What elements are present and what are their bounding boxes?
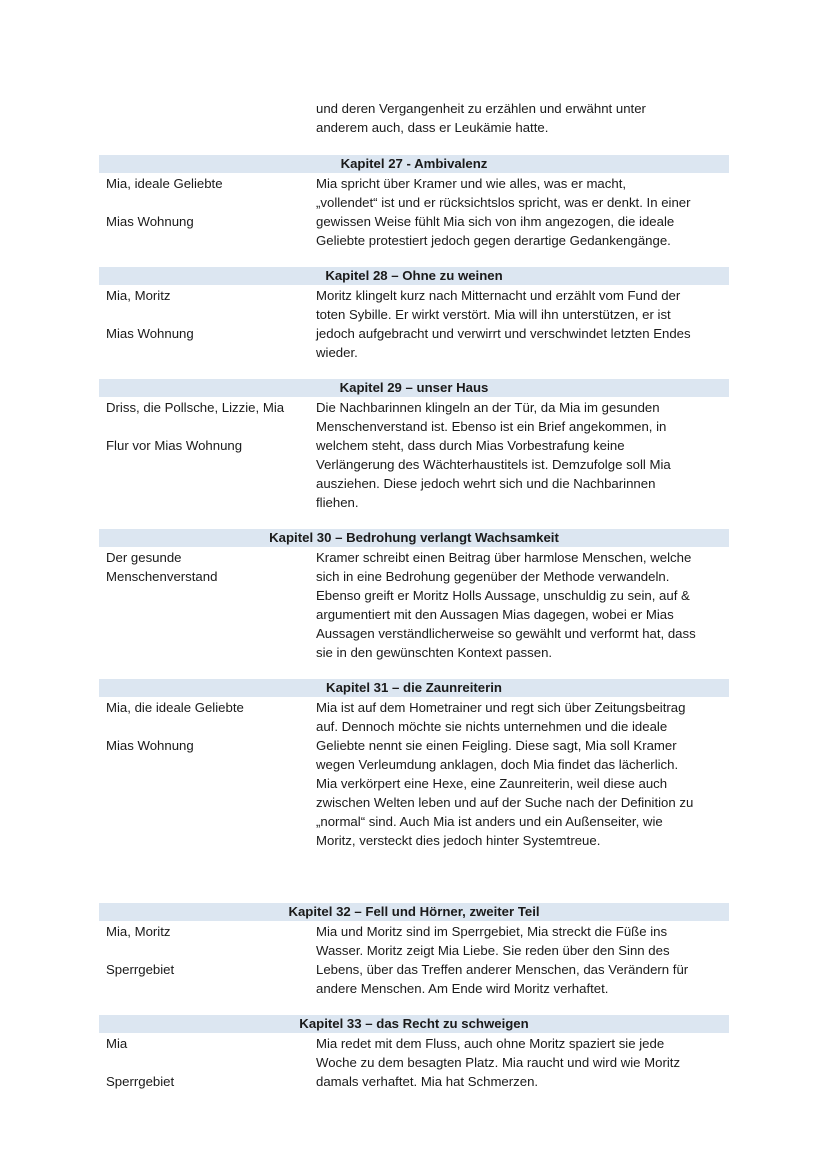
chapter-summary bbox=[316, 547, 726, 662]
chapter-header: Kapitel 31 – die Zaunreiterin bbox=[99, 679, 729, 697]
summary-line: welchem steht, dass durch Mias Vorbestrafung keine bbox=[316, 438, 625, 453]
summary-line: wegen Verleumdung anklagen, doch Mia findet das lächerlich. bbox=[316, 757, 679, 772]
chapter-meta bbox=[106, 398, 306, 455]
summary-line: damals verhaftet. Mia hat Schmerzen. bbox=[316, 1074, 539, 1089]
location: Sperrgebiet bbox=[106, 1074, 175, 1089]
chapter-header: Kapitel 33 – das Recht zu schweigen bbox=[99, 1015, 729, 1033]
summary-line: zwischen Welten leben und auf der Suche nach der Definition zu bbox=[316, 795, 694, 810]
summary-line: Geliebte nennt sie einen Feigling. Diese sagt, Mia soll Kramer bbox=[316, 738, 677, 753]
location: Flur vor Mias Wohnung bbox=[106, 438, 243, 453]
chapter-meta bbox=[106, 1034, 306, 1091]
summary-line: Mia redet mit dem Fluss, auch ohne Moritz spaziert sie jede bbox=[316, 1036, 665, 1051]
summary-line: toten Sybille. Er wirkt verstört. Mia will ihn unterstützen, er ist bbox=[316, 307, 671, 322]
chapter-summary bbox=[316, 697, 726, 850]
chapter-27 bbox=[99, 155, 729, 250]
characters: Mia, Moritz bbox=[106, 288, 171, 303]
characters: Mia, Moritz bbox=[106, 924, 171, 939]
summary-line: Ebenso greift er Moritz Holls Aussage, unschuldig zu sein, auf & bbox=[316, 588, 690, 603]
summary-line: Mia und Moritz sind im Sperrgebiet, Mia streckt die Füße ins bbox=[316, 924, 668, 939]
summary-line: Aussagen verständlicherweise so gewählt und verformt hat, dass bbox=[316, 626, 696, 641]
summary-line: Mia verkörpert eine Hexe, eine Zaunreiterin, weil diese auch bbox=[316, 776, 668, 791]
chapter-summary bbox=[316, 285, 726, 362]
location: Mias Wohnung bbox=[106, 326, 194, 341]
summary-line: Kramer schreibt einen Beitrag über harmlose Menschen, welche bbox=[316, 550, 692, 565]
summary-line: Menschenverstand ist. Ebenso ist ein Brief angekommen, in bbox=[316, 419, 667, 434]
summary-line: Geliebte protestiert jedoch gegen derartige Gedankengänge. bbox=[316, 233, 671, 248]
chapter-32 bbox=[99, 903, 729, 998]
summary-line: „normal“ sind. Auch Mia ist anders und ein Außenseiter, wie bbox=[316, 814, 663, 829]
chapter-header: Kapitel 28 – Ohne zu weinen bbox=[99, 267, 729, 285]
intro-continuation bbox=[316, 99, 726, 137]
chapter-summary bbox=[316, 173, 726, 250]
summary-line: Moritz, versteckt dies jedoch hinter Systemtreue. bbox=[316, 833, 601, 848]
summary-line: jedoch aufgebracht und verwirrt und verschwindet letzten Endes bbox=[316, 326, 691, 341]
summary-line: Lebens, über das Treffen anderer Menschen, das Verändern für bbox=[316, 962, 689, 977]
location: Mias Wohnung bbox=[106, 214, 194, 229]
characters: Der gesunde bbox=[106, 550, 182, 565]
chapter-29 bbox=[99, 379, 729, 512]
summary-line: Wasser. Moritz zeigt Mia Liebe. Sie reden über den Sinn des bbox=[316, 943, 670, 958]
chapter-meta bbox=[106, 922, 306, 979]
chapter-30 bbox=[99, 529, 729, 662]
chapter-summary bbox=[316, 1033, 726, 1091]
summary-line: Verlängerung des Wächterhaustitels ist. Demzufolge soll Mia bbox=[316, 457, 671, 472]
chapter-meta bbox=[106, 698, 306, 755]
chapter-summary bbox=[316, 397, 726, 512]
summary-line: Woche zu dem besagten Platz. Mia raucht und wird wie Moritz bbox=[316, 1055, 681, 1070]
summary-line: Moritz klingelt kurz nach Mitternacht und erzählt vom Fund der bbox=[316, 288, 681, 303]
chapter-header: Kapitel 32 – Fell und Hörner, zweiter Teil bbox=[99, 903, 729, 921]
chapter-summary bbox=[316, 921, 726, 998]
summary-line: ausziehen. Diese jedoch wehrt sich und die Nachbarinnen bbox=[316, 476, 656, 491]
intro-line: und deren Vergangenheit zu erzählen und erwähnt unter bbox=[316, 101, 646, 116]
characters: Menschenverstand bbox=[106, 569, 218, 584]
summary-line: Mia spricht über Kramer und wie alles, was er macht, bbox=[316, 176, 627, 191]
summary-line: wieder. bbox=[316, 345, 358, 360]
chapter-header: Kapitel 27 - Ambivalenz bbox=[99, 155, 729, 173]
summary-line: gewissen Weise fühlt Mia sich von ihm angezogen, die ideale bbox=[316, 214, 675, 229]
location: Sperrgebiet bbox=[106, 962, 175, 977]
summary-line: Mia ist auf dem Hometrainer und regt sich über Zeitungsbeitrag bbox=[316, 700, 686, 715]
chapter-header: Kapitel 29 – unser Haus bbox=[99, 379, 729, 397]
chapter-meta bbox=[106, 548, 306, 586]
summary-line: „vollendet“ ist und er rücksichtslos spricht, was er denkt. In einer bbox=[316, 195, 691, 210]
characters: Mia bbox=[106, 1036, 128, 1051]
summary-line: argumentiert mit den Aussagen Mias dagegen, wobei er Mias bbox=[316, 607, 674, 622]
characters: Mia, die ideale Geliebte bbox=[106, 700, 244, 715]
summary-line: Die Nachbarinnen klingeln an der Tür, da Mia im gesunden bbox=[316, 400, 660, 415]
summary-line: auf. Dennoch möchte sie nichts unternehmen und die ideale bbox=[316, 719, 668, 734]
summary-line: andere Menschen. Am Ende wird Moritz verhaftet. bbox=[316, 981, 609, 996]
intro-line: anderem auch, dass er Leukämie hatte. bbox=[316, 120, 549, 135]
summary-line: sich in eine Bedrohung gegenüber der Methode verwandeln. bbox=[316, 569, 670, 584]
summary-line: fliehen. bbox=[316, 495, 359, 510]
chapter-33 bbox=[99, 1015, 729, 1091]
characters: Mia, ideale Geliebte bbox=[106, 176, 223, 191]
chapter-28 bbox=[99, 267, 729, 362]
chapter-header: Kapitel 30 – Bedrohung verlangt Wachsamkeit bbox=[99, 529, 729, 547]
characters: Driss, die Pollsche, Lizzie, Mia bbox=[106, 400, 285, 415]
summary-line: sie in den gewünschten Kontext passen. bbox=[316, 645, 553, 660]
location: Mias Wohnung bbox=[106, 738, 194, 753]
chapter-meta bbox=[106, 174, 306, 231]
chapter-meta bbox=[106, 286, 306, 343]
chapter-31 bbox=[99, 679, 729, 850]
